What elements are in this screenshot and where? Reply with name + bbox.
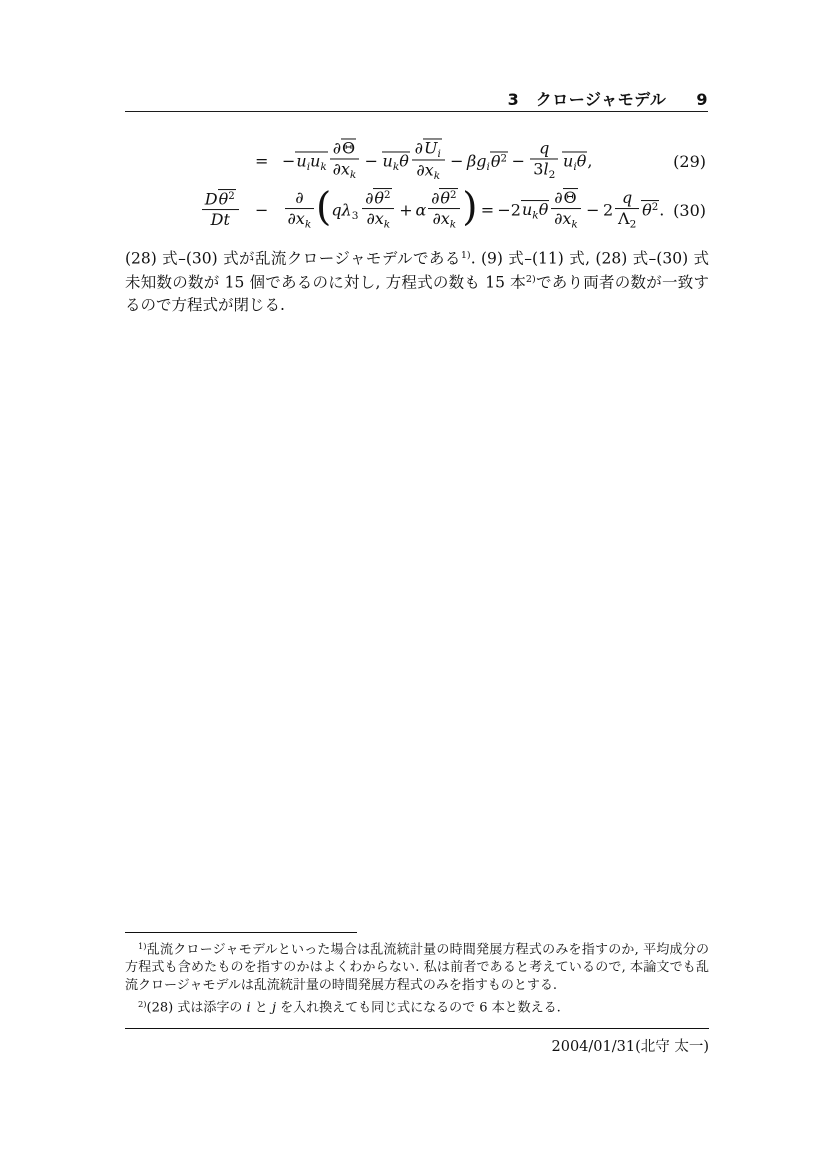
math-fraction — [330, 139, 359, 183]
text-run: Θ — [342, 138, 356, 158]
text-run: − — [511, 151, 525, 171]
text-run: ∂ — [332, 159, 341, 179]
text-run: θ — [399, 151, 409, 171]
text-run: − — [282, 151, 296, 171]
fraction-denominator — [551, 208, 580, 232]
text-run: x — [424, 160, 434, 180]
bottom-rule — [125, 1028, 709, 1029]
fraction-numerator — [412, 138, 445, 159]
text-run: ∂ — [554, 208, 563, 228]
fraction-numerator — [428, 188, 460, 208]
fraction-numerator — [551, 188, 580, 208]
section-heading: 3 クロージャモデル — [507, 90, 667, 109]
text-run: θ — [642, 200, 652, 220]
fraction-numerator — [530, 139, 558, 159]
text-run: βg — [467, 151, 487, 171]
text-run: α — [415, 200, 427, 220]
math-fraction — [530, 139, 558, 183]
math-fraction — [362, 188, 394, 232]
math-overline — [563, 188, 578, 207]
math-fraction — [428, 188, 460, 232]
text-run: ( — [316, 185, 332, 231]
fraction-denominator — [615, 208, 639, 232]
text-run: k — [449, 218, 457, 231]
text-run: ∂ — [554, 187, 563, 207]
math-fraction — [285, 188, 314, 232]
text-run: i — [573, 160, 577, 173]
footnote-1 — [125, 937, 709, 995]
header-rule — [125, 111, 708, 112]
superscript-text: 1) — [138, 941, 147, 951]
text-run: θ — [576, 151, 587, 171]
math-overline — [439, 188, 457, 207]
fraction-denominator — [285, 208, 314, 232]
text-run: 2 — [603, 200, 614, 220]
text-run: ∂ — [416, 160, 425, 180]
text-run: ∂ — [365, 188, 374, 208]
text-run: l — [543, 159, 549, 179]
text-run: k — [349, 169, 357, 182]
text-run: k — [383, 218, 391, 231]
text-run: . — [659, 200, 665, 220]
text-run: Dt — [210, 210, 230, 230]
text-run: j — [271, 1000, 276, 1016]
text-run: ∂ — [431, 188, 440, 208]
text-run: θ — [218, 189, 229, 209]
text-run: i — [486, 160, 490, 173]
superscript-text: 2) — [525, 274, 536, 286]
fraction-denominator — [428, 208, 460, 232]
text-run: k — [304, 218, 312, 231]
text-run: Λ — [618, 208, 630, 228]
equation-29-number: (29) — [673, 151, 706, 171]
text-run: を入れ換えても同じ式になるので 6 本と数える. — [275, 1000, 561, 1016]
math-overline — [423, 138, 442, 159]
text-run: u — [310, 151, 321, 171]
text-run: q — [622, 187, 633, 207]
text-run: であり両者の数が一致するので方程式が閉じる. — [125, 273, 709, 314]
math-overline — [373, 188, 391, 207]
fraction-numerator — [285, 188, 314, 208]
text-run: . (9) 式–(11) 式, (28) 式–(30) 式未知数の数が 15 個であるのに対し, 方程式の数も 15 本 — [125, 249, 709, 292]
equation-29-math — [255, 139, 592, 184]
fraction-denominator — [330, 159, 359, 183]
text-run: x — [562, 208, 572, 228]
math-overline — [641, 200, 659, 219]
text-run: −2 — [497, 200, 521, 220]
text-run: ∂ — [432, 209, 441, 229]
superscript-text: 2 — [228, 190, 235, 203]
fraction-denominator — [202, 209, 239, 230]
equation-30-number: (30) — [673, 200, 706, 220]
text-run: q — [539, 138, 550, 158]
text-run: − — [254, 200, 269, 220]
text-run: (28) 式–(30) 式が乱流クロージャモデルである — [125, 249, 461, 268]
text-run: + — [399, 200, 413, 220]
text-run: 3 — [351, 209, 359, 222]
fraction-numerator — [330, 139, 359, 159]
footnotes-block — [125, 937, 709, 1018]
math-fraction — [412, 138, 445, 183]
superscript-text: 2) — [138, 999, 147, 1010]
text-run: 乱流クロージャモデルといった場合は乱流統計量の時間発展方程式のみを指すのか, 平均成分の方程式も含めたものを指すのかはよくわからない. 私は前者であると考えているので, 本論文でも乱流クロージャモデルは乱流統計量の時間発展方程式のみを指すものとする. — [125, 942, 709, 994]
fraction-denominator — [412, 160, 445, 184]
text-run: ∂ — [366, 209, 375, 229]
math-overline — [218, 189, 236, 208]
text-run: i — [246, 1000, 251, 1016]
text-run: k — [392, 160, 400, 173]
text-run: − — [586, 200, 600, 220]
text-run: θ — [490, 151, 501, 171]
text-run: ∂ — [332, 138, 342, 158]
text-run: = — [480, 200, 495, 220]
text-run: u — [296, 151, 307, 171]
text-run: x — [374, 209, 384, 229]
text-run: − — [450, 151, 464, 171]
fraction-numerator — [202, 189, 239, 209]
fraction-numerator — [362, 188, 394, 208]
text-run: θ — [440, 188, 450, 208]
date-credit: 2004/01/31(北守 太一) — [551, 1039, 709, 1055]
text-run: , — [587, 151, 593, 171]
text-run: D — [204, 189, 218, 209]
text-run: 3 — [533, 159, 544, 179]
text-run: ∂ — [287, 208, 296, 228]
text-run: (28) 式は添字の — [146, 1000, 247, 1016]
math-overline — [562, 152, 587, 173]
text-run: 2 — [629, 218, 637, 231]
math-fraction — [202, 189, 239, 230]
superscript-text: 2 — [651, 201, 659, 214]
equation-29 — [125, 138, 708, 186]
text-run: u — [382, 151, 393, 171]
text-run: θ — [538, 200, 549, 220]
text-run: ∂ — [295, 187, 304, 207]
equation-30-math — [200, 185, 665, 233]
page-header — [125, 87, 708, 110]
text-run: x — [295, 208, 305, 228]
text-run: θ — [374, 188, 385, 208]
footnote-2 — [125, 995, 709, 1017]
text-run: Θ — [563, 187, 577, 207]
text-run: k — [571, 218, 578, 231]
text-run: と — [250, 1000, 272, 1016]
fraction-denominator — [362, 208, 394, 232]
math-overline — [295, 152, 327, 173]
text-run: x — [440, 209, 450, 229]
text-run: i — [306, 160, 311, 173]
math-overline — [521, 201, 549, 222]
text-run: k — [320, 160, 327, 173]
superscript-text: 1) — [460, 250, 471, 261]
superscript-text: 2 — [384, 188, 391, 201]
text-run: k — [433, 170, 441, 183]
text-run: u — [521, 200, 533, 220]
text-run: qλ — [331, 200, 352, 220]
page-number: 9 — [696, 90, 708, 109]
text-run: ) — [462, 185, 478, 231]
math-fraction — [551, 188, 580, 232]
fraction-denominator — [530, 159, 558, 183]
text-run: k — [532, 209, 539, 222]
math-overline — [490, 151, 508, 170]
text-run: ∂ — [414, 138, 423, 158]
math-fraction — [615, 188, 639, 232]
text-run: x — [340, 159, 350, 179]
text-run: 2 — [548, 169, 556, 182]
text-run: U — [423, 138, 438, 158]
text-run: = — [255, 151, 269, 171]
body-paragraph — [125, 245, 709, 316]
fraction-numerator — [615, 188, 639, 208]
superscript-text: 2 — [450, 188, 457, 201]
equation-30 — [125, 186, 708, 236]
text-run: i — [437, 147, 441, 160]
text-run: u — [563, 151, 574, 171]
text-run: − — [364, 151, 379, 171]
math-overline — [341, 139, 356, 158]
math-overline — [382, 152, 410, 173]
superscript-text: 2 — [500, 152, 508, 165]
footnote-separator-rule — [125, 932, 357, 933]
